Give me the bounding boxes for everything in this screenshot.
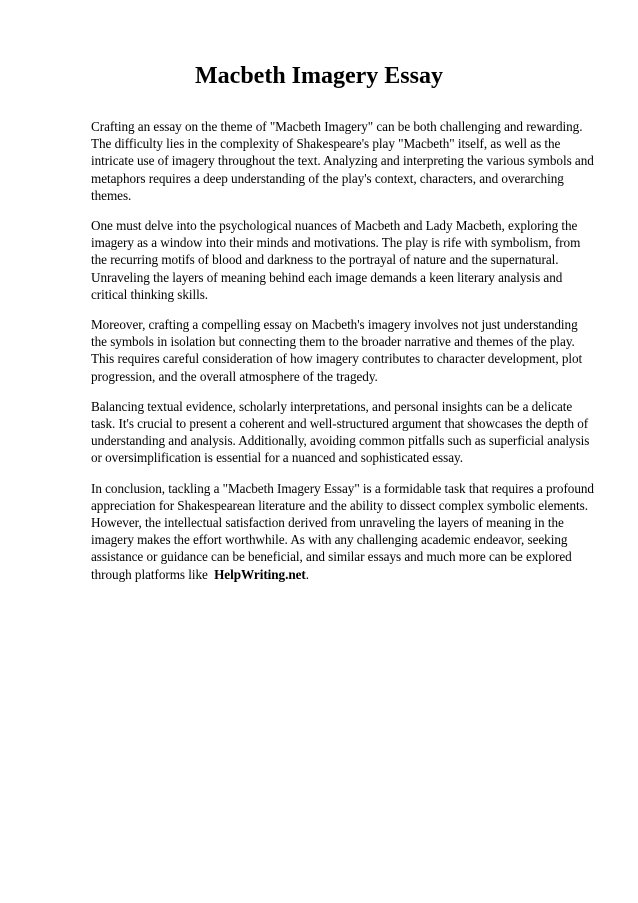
conclusion-text: In conclusion, tackling a "Macbeth Imagery Essay" is a formidable task that requires a profound appreciation for Shakespearean literature and the ability to dissect complex symbolic elements. However, the intellectual satisfaction derived from unraveling the layers of meaning in the imagery makes the effort worthwhile. As with any challenging academic endeavor, seeking assistance or guidance can be beneficial, and similar essays and much more can be explored through platforms like	[91, 480, 594, 582]
paragraph-3: Moreover, crafting a compelling essay on Macbeth's imagery involves not just understanding the symbols in isolation but connecting them to the broader narrative and themes of the play. This requires careful consideration of how imagery contributes to character development, plot progression, and the overall atmosphere of the tragedy.	[91, 317, 583, 384]
page-title: Macbeth Imagery Essay	[195, 63, 443, 89]
essay-body	[91, 118, 595, 596]
paragraph-2: One must delve into the psychological nuances of Macbeth and Lady Macbeth, exploring the imagery as a window into their minds and motivations. The play is rife with symbolism, from the recurring motifs of blood and darkness to the portrayal of nature and the supernatural. Unraveling the layers of meaning behind each image demands a keen literary analysis and critical thinking skills.	[91, 218, 581, 302]
paragraph-4: Balancing textual evidence, scholarly interpretations, and personal insights can be a delicate task. It's crucial to present a coherent and well-structured argument that showcases the depth of understanding and analysis. Additionally, avoiding common pitfalls such as superficial analysis or oversimplification is essential for a nuanced and sophisticated essay.	[91, 398, 590, 466]
conclusion-end-punctuation: .	[305, 566, 310, 582]
paragraph-1: Crafting an essay on the theme of "Macbeth Imagery" can be both challenging and rewarding. The difficulty lies in the complexity of Shakespeare's play "Macbeth" itself, as well as the intricate use of imagery throughout the text. Analyzing and interpreting the various symbols and metaphors requires a deep understanding of the play's context, characters, and overarching themes.	[91, 119, 594, 203]
helpwriting-link[interactable]: HelpWriting.net	[214, 566, 306, 582]
conclusion-paragraph	[91, 480, 595, 583]
